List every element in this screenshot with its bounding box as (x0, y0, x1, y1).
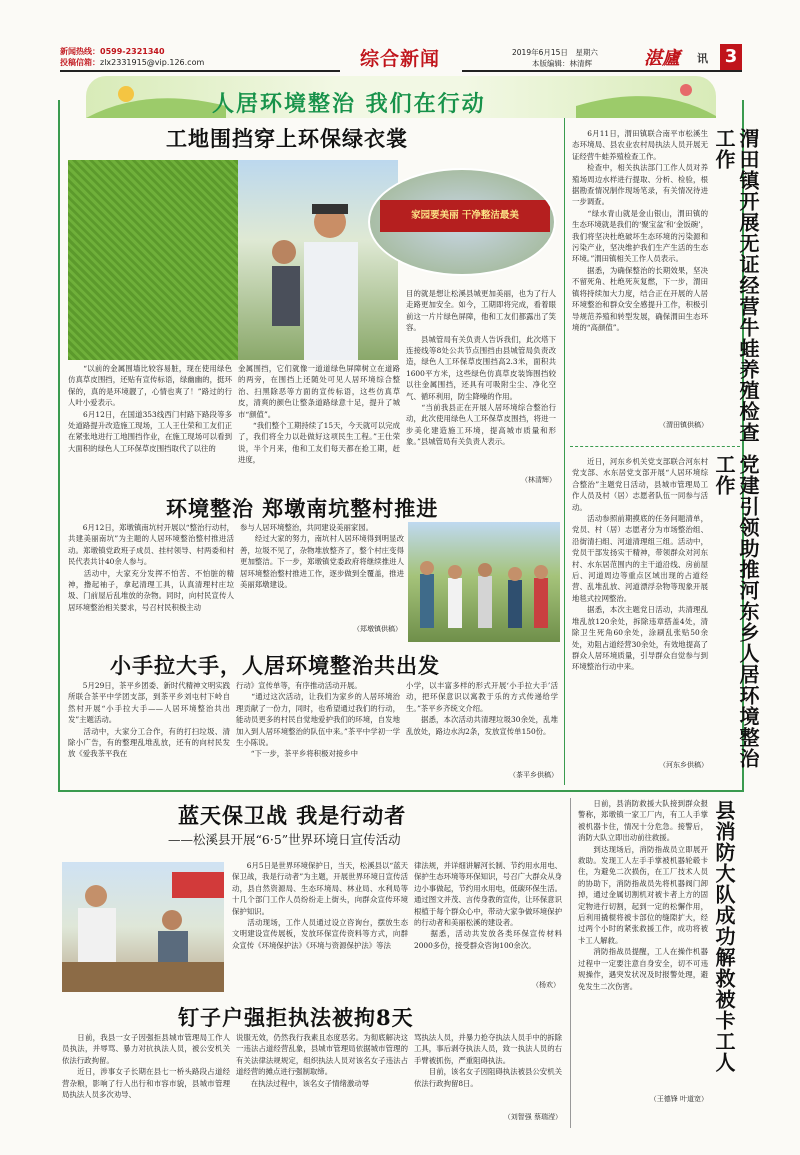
article6-col1: 6月5日是世界环境保护日，当天，松溪县以“蓝天保卫战，我是行动者”为主题，开展世界环境日宣传活动，县自然资源局、生态环境局、林业局、水利局等十几个部门工作人员纷纷走上街头，向群众宣传环境保护知识。 活动现场，工作人员通过设立咨询台，摆放生态文明建设宣传展板，发放环保宣传资料等方式，向群众宣传《环境保护法》《环境与资源保护法》等法 (232, 861, 408, 950)
article-headline-nankeng: 环境整治 郑墩南坑整村推进 (166, 496, 439, 521)
article8-credit: （刘智强 蔡瑞滢） (503, 1113, 562, 1121)
hotline-label: 新闻热线： (60, 47, 100, 56)
fence-slogan-text: 家园要美丽 干净整洁最美 (380, 200, 550, 232)
column-divider (564, 118, 565, 785)
photo-publicity-booth (62, 862, 224, 992)
hotline-number: 0599-2321340 (100, 47, 165, 56)
article5-col2: 行动》宣传单等，有序推动活动开展。 “通过这次活动，让我们为家乡的人居环境治理贡献了一份力，同时，也希望通过我们的行动，能动员更多的村民自觉地爱护我们的环境，自发地加入到人居环境整治的队伍中来。”茶平中学初一学生小陈说。 “下一步，茶平乡将积极对接乡中 (236, 681, 400, 759)
article3-col2: 参与人居环境整治，共同建设美丽家园。 经过大家的努力，南坑村人居环境得到明显改善，垃圾不见了，杂物堆放整齐了，整个村庄变得更加整洁。下一步，郑墩镇党委政府将继续推进人居环境整治整村推进工作，逐步做到全覆盖，推进美丽郑墩建设。 (240, 523, 404, 590)
article-headline-holdout: 钉子户强拒执法被拘8天 (178, 1005, 414, 1030)
article3-col1: 6月12日，郑墩镇南坑村开展以“整治行动村，共建美丽南坑”为主题的人居环境整治整村推进活动。郑墩镇党政班子成员、挂村领导、村两委和村民代表共计40余人参与。 活动中，大家充分发挥不怕苦、不怕脏的精神，撸起袖子，拿起清理工具，认真清理村庄垃圾、门前屋后乱堆放的杂物。同时，向村民宣传人居环境整治相关要求，号召村民积极主动 (68, 523, 234, 612)
article-headline-little-hands: 小手拉大手，人居环境整治共出发 (110, 653, 440, 678)
article-headline-frog-farm: 渭田镇开展无证经营牛蛙养殖检查工作 (712, 128, 760, 443)
article4-credit: （河东乡供稿） (659, 761, 708, 769)
photo-workers (238, 160, 398, 360)
article-subtitle-environment-day: ——松溪县开展“6·5”世界环境日宣传活动 (168, 832, 401, 847)
article-headline-site-fence: 工地围挡穿上环保绿衣裳 (166, 126, 408, 151)
photo-villagers (408, 522, 560, 642)
article-headline-fire-rescue: 县消防大队成功解救被卡工人 (712, 800, 736, 1073)
header-rule-right (462, 70, 742, 72)
page-number: 3 (720, 44, 742, 70)
column-divider-lower (570, 798, 571, 1128)
issue-date: 2019年6月15日 星期六 (512, 48, 598, 57)
article2-credit: （渭田镇供稿） (659, 421, 708, 429)
issue-info (512, 47, 598, 69)
article8-col1: 日前，我县一女子因强拒县城市管理局工作人员执法，并辱骂、暴力对抗执法人员，被公安机关依法行政拘留。 近日，涉事女子长期在县七一桥头路段占道经营杂粮，影响了行人出行和市容市貌，县城市管理局执法人员多次劝导、 (62, 1033, 230, 1100)
article6-credit: （杨欢） (532, 981, 560, 989)
article3-credit: （郑墩镇供稿） (353, 625, 402, 633)
photo-green-fence (68, 160, 238, 360)
article1-col2: 金属围挡，它们就像一道道绿色屏障树立在道路的两旁，在围挡上还随处可见人居环境综合整治、扫黑除恶等方面的宣传标语，这些仿真草皮，清爽的颜色让整条道路绿意十足，提升了城市“颜值”。 “我们整个工期持续了15天，今天就可以完成了，我们将全力以赴做好这项民生工程。”王仕荣说，半个月来，他和工友们每天都在抢工期，赶进度， (238, 364, 400, 465)
section-title: 综合新闻 (359, 48, 440, 70)
villagers-illustration (408, 522, 560, 642)
article5-col1: 5月29日，茶平乡团委、新时代精神文明实践所联合茶平中学团支部，到茶平乡刘屯村下岭自然村开展“小手拉大手——人居环境整治共出发”主题活动。 活动中，大家分工合作，有的打扫垃圾、清除小广告，有的整理乱堆乱放，还有的向村民发放《爱我茶平我在 (68, 681, 230, 759)
photo-fence-slogan (368, 168, 556, 276)
article7-body: 日前，县消防救援大队接到群众报警称，郑墩镇一家工厂内，有工人手掌被机器卡住，情况十分危急。接警后，消防大队立即出动前往救援。 到达现场后，消防指战员立即展开救助。发现工人左手手掌被机器轮毂卡住，为避免二次损伤，在工厂技术人员的协助下，消防指战员先将机器阀门卸掉，通过金属切割机对被卡者上方的固定物进行切割，起到一定的松懈作用，后利用撬棍将被卡部位的缝隙扩大，经过两个小时的紧张救援工作，成功将被卡工人解救。 消防指战员提醒，工人在操作机器过程中一定要注意自身安全，切不可违规操作，遇突发状况及时报警处理，避免发生二次伤害。 (578, 799, 708, 991)
article2-body: 6月11日，渭田镇联合南平市松溪生态环境局、县农业农村局执法人员开展无证经营牛蛙养殖检查工作。 检查中，相关执法部门工作人员对养殖场周边水样进行提取、分析、检验，根据勘查情况制作现场笔录，有关情况待进一步调查。 “绿水青山就是金山银山，渭田镇的生态环境就是我们的‘聚宝盆’和‘金饭碗’，我们将坚决杜绝破坏生态环境的污染源和污染产业，坚决维护我们生产生活的生态环境。”渭田镇相关工作人员表示。 据悉，为确保整治的长期效果，坚决不留死角、杜绝死灰复燃，下一步，渭田镇将持续加大力度，结合正在开展的人居环境整治和群众安全感提升工作，积极引导规范养殖和转型发展，确保渭田生态环境的“高颜值”。 (572, 129, 708, 332)
article8-col3: 骂执法人员，并暴力抢夺执法人员手中的拆除工具，事后剥夺执法人员，致一执法人员的右手臂被抓伤，严重阻碍执法。 目前，该名女子因阻碍执法被县公安机关依法行政拘留8日。 (414, 1033, 562, 1088)
article5-credit: （茶平乡供稿） (509, 771, 558, 779)
article6-col2: 律法规，并详细讲解河长制、节约用水用电、保护生态环境等环保知识，号召广大群众从身边小事做起，节约用水用电，低碳环保生活。通过图文并茂、言传身教的宣传，让环保意识根植于每个群众心中，带动大家争做环境保护的行动者和美丽松溪的建设者。 据悉，活动共发放各类环保宣传材料2000多份，接受群众咨询100余次。 (414, 861, 562, 950)
divider-dashed (570, 446, 740, 447)
article8-col2: 说服无效，仍然我行我素且态度恶劣。为彻底解决这一违法占道经营乱象，县城市管理局依据城市管理的有关法律法规规定，组织执法人员对该名女子违法占道经营的摊点进行强制取缔。 在执法过程中，该名女子情绪激动辱 (236, 1033, 408, 1088)
newspaper-logo-suffix: 讯 (697, 52, 708, 65)
email-label: 投稿信箱： (60, 58, 100, 67)
booth-illustration (62, 862, 224, 992)
newspaper-logo: 湛廬 (644, 48, 680, 69)
email-address: zlx2331915@vip.126.com (100, 58, 205, 67)
header-rule-left (60, 70, 340, 72)
article7-credit: （王德锋 叶道宽） (649, 1095, 708, 1103)
article-headline-hedong: 党建引领助推河东乡人居环境整治工作 (712, 454, 760, 769)
contact-block (60, 46, 204, 68)
article5-col3: 小学，以丰富多样的形式开展‘小手拉大手’活动，把环保意识以寓教于乐的方式传递给学生。”茶平乡齐统文介绍。 据悉，本次活动共清理垃圾30余处，乱堆乱放处，路边水沟2条，发放宣传单150份。 (406, 681, 558, 736)
workers-illustration (238, 160, 398, 360)
article-headline-blue-sky: 蓝天保卫战 我是行动者 (178, 803, 407, 828)
article4-body: 近日，河东乡机关党支部联合河东村党支部、水东居党支部开展“人居环境综合整治”主题党日活动，县城市管理局工作人员及村（居）志愿者队伍一同参与活动。 活动参照前期摸底的任务问题清单，党员、村（居）志愿者分为市场整治组、沿街清扫组、河道清理组三组。活动中，党员干部发扬实干精神，带领群众对河东村、水东居范围内的主干道沿线、房前屋后、河道周边等重点区域出现的占道经营、乱堆乱放、河道漂浮杂物等现象开展地毯式拉网整治。 据悉，本次主题党日活动，共清理乱堆乱放120余处，拆除违章搭盖4处，清除卫生死角60余处，涂刷乱张贴50余处，劝阻占道经营30余处，有效地提高了群众人居环境质量，引导群众自觉参与到环境整治行动中来。 (572, 457, 708, 672)
page-editor: 本版编辑：林清辉 (532, 59, 592, 68)
topic-banner-title: 人居环境整治 我们在行动 (212, 92, 486, 117)
article1-col1: “以前的金属围墙比较容易脏，现在使用绿色仿真草皮围挡，还贴有宣传标语，绿幽幽的，挺环保的，真的是环境靓了，心情也爽了！”路过的行人叶小爱表示。 6月12日，在国道353线西门村路下路段等多处道路提升改造施工现场，工人王仕荣和工友们正在紧张地进行工地围挡作业，在施工现场可以看到大面积的绿色人工环保草皮围挡取代了以往的 (68, 364, 232, 453)
article1-credit: （林清辉） (521, 476, 556, 484)
article1-col3: 目的就是想让松溪县城更加美丽，也为了行人走路更加安全。如今，工期即将完成，看着眼前这一片片绿色屏障，他和工友们都露出了笑容。 县城管局有关负责人告诉我们，此次塔下连接线等8处公共节点围挡由县城管局负责改造，绿色人工环保草皮围挡高2.3米，面积共1600平方米，这些绿色仿真草皮装饰围挡较以往金属围挡，还具有可吸附尘尘、净化空气、循环利用，防尘降噪的作用。 “当前我县正在开展人居环境综合整治行动，此次使用绿色人工环保草皮围挡，将进一步美化建造施工环境，提高城市质量和形象。”县城管局有关负责人表示。 (406, 289, 556, 447)
